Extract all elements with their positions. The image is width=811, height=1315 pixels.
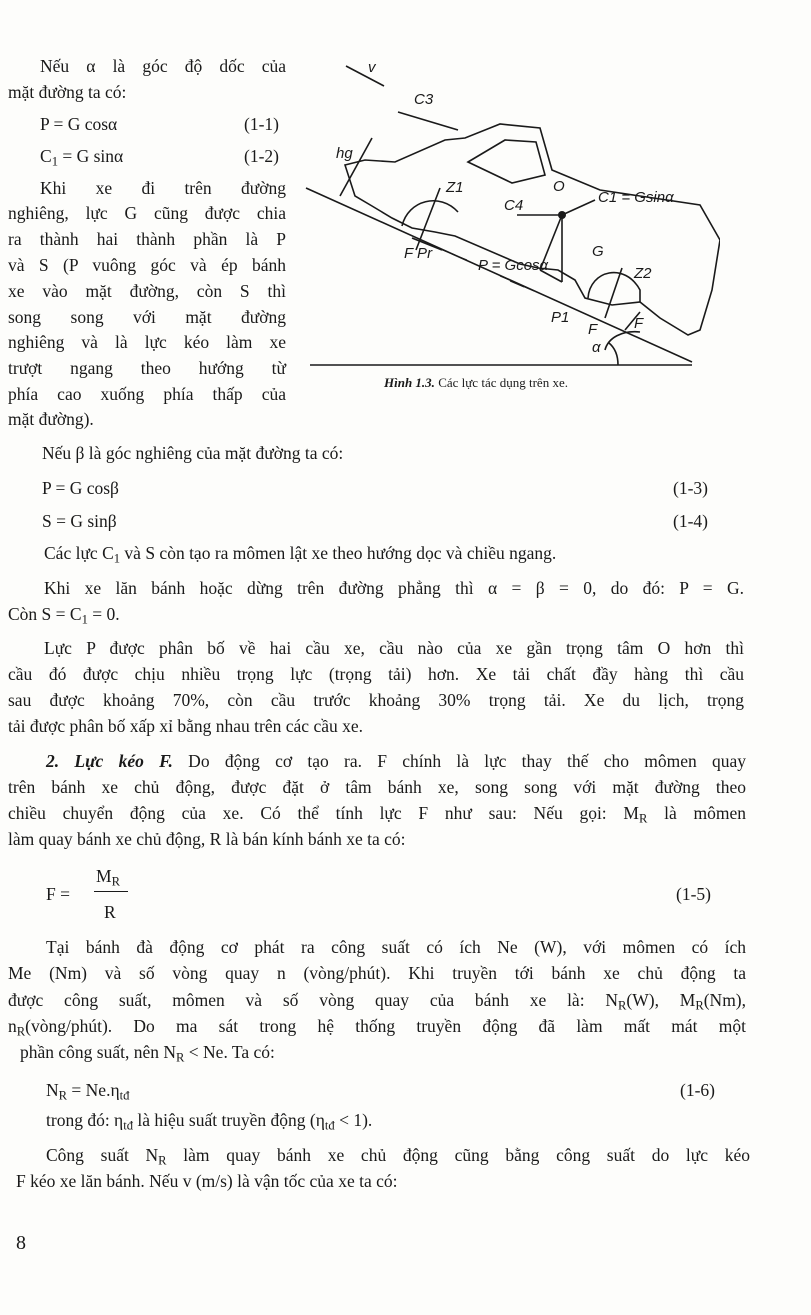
equation-number-1-1: (1-1) bbox=[244, 114, 279, 134]
fig-label-c1: C1 = Gsinα bbox=[598, 189, 674, 206]
fraction-bar bbox=[94, 891, 128, 892]
equation-1-5-numerator: $M_R$ bbox=[96, 866, 120, 889]
distribution-line-4: tải được phân bố xấp xỉ bằng nhau trên các cầu xe. bbox=[8, 716, 363, 736]
power-line-5: phần công suất, nên $N_R < Ne$. Ta có: bbox=[20, 1042, 275, 1065]
fig-label-c3: C3 bbox=[414, 91, 434, 108]
slope-para-line-2: nghiêng, lực G cũng được chia bbox=[8, 203, 286, 223]
equation-number-1-2: (1-2) bbox=[244, 146, 279, 166]
equation-1-4: S = G sinβ bbox=[42, 511, 117, 531]
fig-label-fpr: F Pr bbox=[404, 245, 433, 262]
fig-label-alpha: α bbox=[592, 339, 601, 356]
equation-1-6: $N_R = Ne.\eta_{tđ}$ bbox=[46, 1080, 130, 1103]
equation-1-3: P = G cosβ bbox=[42, 478, 119, 498]
equation-1-5-lhs: F = bbox=[46, 884, 70, 904]
section2-line-2: trên bánh xe chủ động, được đặt ở tâm bánh xe, song song với mặt đường theo bbox=[8, 777, 746, 797]
fig-label-f1: F bbox=[588, 321, 598, 338]
equation-number-1-4: (1-4) bbox=[673, 511, 708, 531]
section2-line-4: làm quay bánh xe chủ động, R là bán kính bánh xe ta có: bbox=[8, 829, 406, 849]
z2-arrow bbox=[605, 268, 622, 318]
fig-label-p1: P1 bbox=[551, 309, 570, 326]
fig-label-hg: hg bbox=[336, 145, 353, 162]
beta-intro: Nếu β là góc nghiêng của mặt đường ta có: bbox=[42, 443, 344, 463]
page-number: 8 bbox=[16, 1232, 26, 1254]
power-line-4: $n_R(vòng/phút)$. Do ma sát trong hệ thống truyền động đã làm mất mát một bbox=[8, 1016, 746, 1039]
last-para-line-1: Công suất $N_R$ làm quay bánh xe chủ động cũng bằng công suất do lực kéo bbox=[46, 1145, 750, 1168]
slope-para-line-1: Khi xe đi trên đường bbox=[40, 178, 286, 198]
figure-caption: Hình 1.3. Các lực tác dụng trên xe. bbox=[384, 375, 568, 390]
equation-number-1-5: (1-5) bbox=[676, 884, 711, 904]
slope-para-line-6: song song với mặt đường bbox=[8, 307, 286, 327]
center-of-gravity-point bbox=[558, 211, 566, 219]
distribution-line-3: sau được khoảng 70%, còn cầu trước khoảng 30% trọng tải. Xe du lịch, trọng bbox=[8, 690, 744, 710]
fig-label-c4: C4 bbox=[504, 197, 524, 214]
c3-arrow bbox=[398, 112, 458, 130]
power-line-3: được công suất, mômen và số vòng quay của bánh xe là: $N_R(W)$, $M_R(Nm)$, bbox=[8, 990, 747, 1013]
section2-heading: 2. Lực kéo F. bbox=[46, 751, 173, 771]
intro-line-2: mặt đường ta có: bbox=[8, 82, 127, 102]
last-para-line-2: F kéo xe lăn bánh. Nếu v (m/s) là vận tốc của xe ta có: bbox=[16, 1171, 398, 1191]
equation-1-1: P = G cosα bbox=[40, 114, 118, 134]
power-line-1: Tại bánh đà động cơ phát ra công suất có ích Ne (W), với mômen có ích bbox=[46, 937, 746, 957]
slope-para-line-8: trượt ngang theo hướng từ bbox=[8, 358, 286, 378]
slope-para-line-10: mặt đường). bbox=[8, 409, 94, 429]
distribution-line-2: cầu đó được chịu nhiều trọng lực (trọng tải) hơn. Xe tải chất đầy hàng thì cầu bbox=[8, 664, 744, 684]
section2-line-3: chiều chuyển động của xe. Có thể tính lực F như sau: Nếu gọi: $M_R$ là mômen bbox=[8, 803, 746, 826]
equation-1-2: $C_1 = G$ sinα bbox=[40, 146, 124, 169]
distribution-line-1: Lực P được phân bố về hai cầu xe, cầu nào của xe gần trọng tâm O hơn thì bbox=[44, 638, 744, 658]
front-wheel bbox=[605, 332, 640, 350]
fig-label-pgcos: P = Gcosα bbox=[478, 257, 549, 274]
slope-para-line-3: ra thành hai thành phần là P bbox=[8, 229, 286, 249]
cab-window bbox=[468, 140, 545, 183]
slope-para-line-9: phía cao xuống phía thấp của bbox=[8, 384, 286, 404]
slope-para-line-4: và S (P vuông góc và ép bánh bbox=[8, 255, 286, 275]
fig-label-z2: Z2 bbox=[634, 265, 652, 282]
angle-arc bbox=[609, 343, 618, 365]
section2-line-1: 2. Lực kéo F. Do động cơ tạo ra. F chính là lực thay thế cho mômen quay bbox=[46, 751, 746, 771]
fig-label-z1: Z1 bbox=[446, 179, 464, 196]
slope-para-line-5: xe vào mặt đường, còn S thì bbox=[8, 281, 286, 301]
slope-para-line-7: nghiêng và là lực kéo làm xe bbox=[8, 332, 286, 352]
velocity-arrow bbox=[346, 66, 384, 86]
flat-road-line-1: Khi xe lăn bánh hoặc dừng trên đường phẳng thì α = β = 0, do đó: P = G. bbox=[44, 578, 744, 598]
front-wheel-arch bbox=[588, 273, 640, 302]
flat-road-line-2: Còn $S = C_1 = 0$. bbox=[8, 604, 120, 627]
fig-label-v: v bbox=[368, 59, 376, 76]
equation-number-1-6: (1-6) bbox=[680, 1080, 715, 1100]
intro-line-1: Nếu α là góc độ dốc của bbox=[40, 56, 286, 76]
truck-forces-figure bbox=[300, 50, 720, 372]
power-line-2: Me (Nm) và số vòng quay n (vòng/phút). Khi truyền tới bánh xe chủ động ta bbox=[8, 963, 746, 983]
equation-number-1-3: (1-3) bbox=[673, 478, 708, 498]
fig-label-f2: F bbox=[634, 315, 644, 332]
c1-arrow bbox=[562, 200, 595, 215]
moment-paragraph: Các lực $C_1$ và S còn tạo ra mômen lật xe theo hướng dọc và chiều ngang. bbox=[44, 543, 557, 566]
equation-1-5-denominator: R bbox=[104, 902, 116, 922]
truck-body bbox=[345, 124, 720, 335]
fig-label-o: O bbox=[553, 178, 565, 195]
efficiency-definition: trong đó: $\eta_{tđ}$ là hiệu suất truyền động $(\eta_{tđ} < 1)$. bbox=[46, 1110, 373, 1133]
fig-label-g: G bbox=[592, 243, 604, 260]
